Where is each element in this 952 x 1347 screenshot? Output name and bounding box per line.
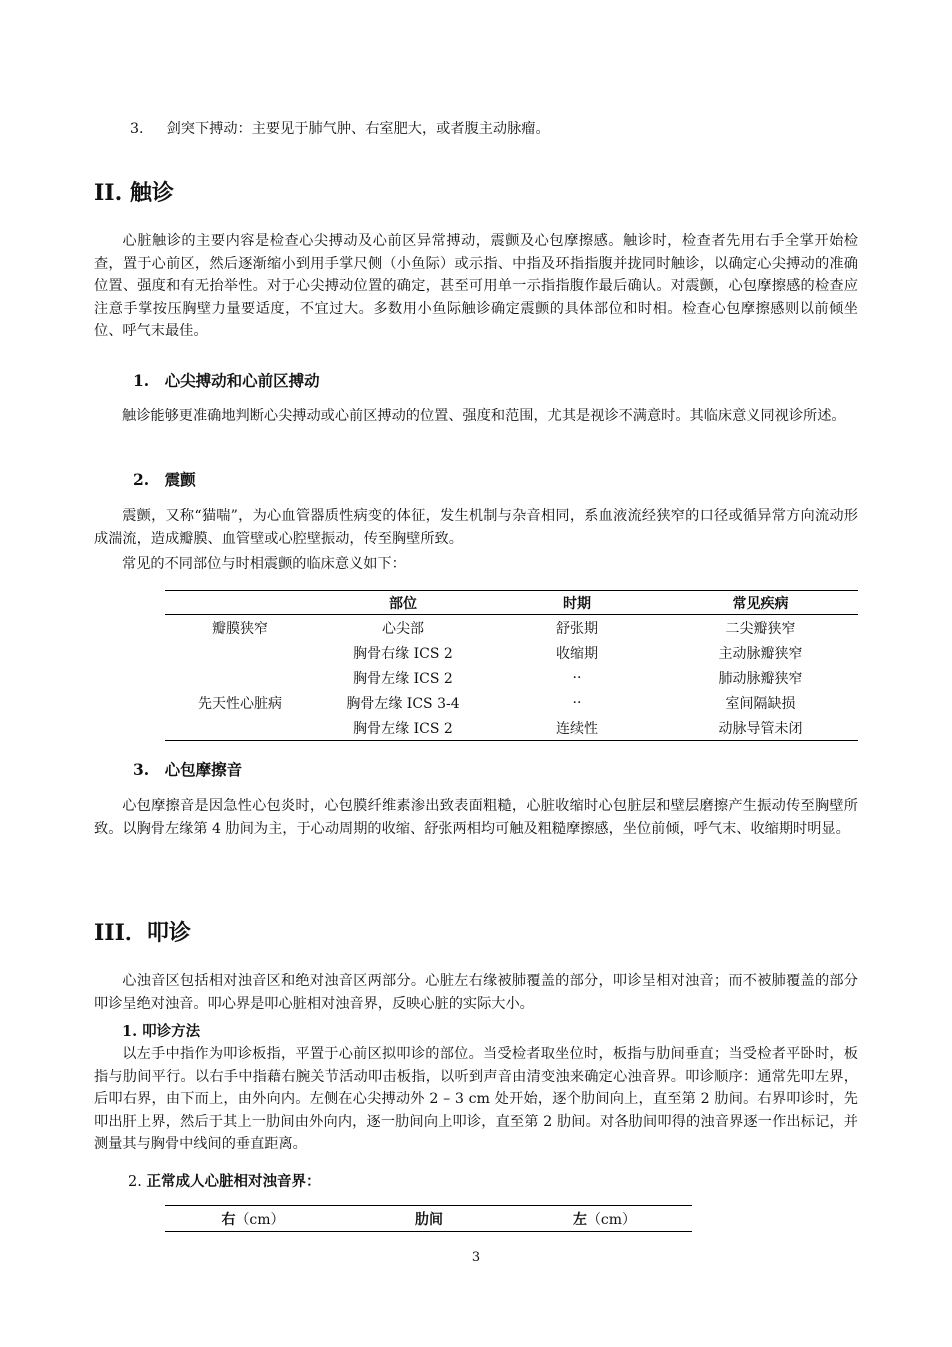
table-cell: ··	[572, 669, 582, 686]
table-row	[165, 615, 858, 641]
table-cell: 瓣膜狭窄	[212, 620, 268, 637]
table-header-cell-right: 右（cm）	[221, 1211, 285, 1228]
table-cell: 动脉导管未闭	[718, 720, 803, 737]
percussion-intro-paragraph: 心浊音区包括相对浊音区和绝对浊音区两部分。心脏左右缘被肺覆盖的部分，叩诊呈相对浊音；而不被肺覆盖的部分叩诊呈绝对浊音。叩心界是叩心脏相对浊音界，反映心脏的实际大小。	[94, 973, 858, 1012]
thrill-table	[165, 590, 858, 741]
table-header-cell: 部位	[315, 591, 491, 615]
table-cell: 胸骨左缘 ICS 3-4	[346, 695, 460, 712]
table-row	[165, 715, 858, 741]
thrill-paragraph: 震颤，又称“猫喘”，为心血管器质性病变的体征，发生机制与杂音相同，系血液流经狭窄的口径或循异常方向流动形成湍流，造成瓣膜、血管壁或心腔壁振动，传至胸壁所致。	[94, 508, 858, 547]
table-row	[165, 690, 858, 715]
table-header-cell-intercostal: 肋间	[415, 1211, 443, 1228]
table-header-row	[165, 1206, 692, 1232]
table-cell: 胸骨右缘 ICS 2	[353, 645, 453, 662]
subsection-title-percussion-method: 1. 叩诊方法	[122, 1023, 201, 1040]
page-number: 3	[471, 1250, 481, 1265]
thrill-table-caption: 常见的不同部位与时相震颤的临床意义如下：	[122, 556, 406, 572]
table-cell: 收缩期	[556, 645, 598, 662]
subsection-title-apex-beat: 1. 心尖搏动和心前区搏动	[133, 371, 320, 390]
list-item-3	[130, 118, 550, 138]
table-cell: 主动脉瓣狭窄	[718, 645, 803, 662]
percussion-method-paragraph: 以左手中指作为叩诊板指，平置于心前区拟叩诊的部位。当受检者取坐位时，板指与肋间垂直；当受检者平卧时，板指与肋间平行。以右手中指藉右腕关节活动叩击板指，以听到声音由清变浊来确定心浊音界。叩诊顺序：通常先叩左界，后叩右界，由下而上，由外向内。左侧在心尖搏动外 2 – 3 cm 处开始，逐个肋间向上，直至第 2 肋间。右界叩诊时，先叩出肝上界，然后于其上一肋间由外向内，逐一肋间向上叩诊，直至第 2 肋间。对各肋间叩得的浊音界逐一作出标记，并测量其与胸骨中线间的垂直距离。	[94, 1046, 858, 1152]
table-cell	[165, 665, 315, 690]
table-header-cell	[165, 591, 315, 615]
table-cell: 胸骨左缘 ICS 2	[353, 720, 453, 737]
table-header-cell: 常见疾病	[663, 591, 858, 615]
apex-beat-paragraph: 触诊能够更准确地判断心尖搏动或心前区搏动的位置、强度和范围，尤其是视诊不满意时。其临床意义同视诊所述。	[122, 408, 846, 424]
table-header-row	[165, 591, 858, 615]
table-row	[165, 640, 858, 665]
pericardial-rub-paragraph: 心包摩擦音是因急性心包炎时，心包膜纤维素渗出致表面粗糙，心脏收缩时心包脏层和壁层磨擦产生振动传至胸壁所致。以胸骨左缘第 4 肋间为主，于心动周期的收缩、舒张两相均可触及粗糙摩擦感，坐位前倾，呼气末、收缩期时明显。	[94, 798, 858, 837]
subsection-title-thrill: 2. 震颤	[133, 470, 196, 489]
table-cell: 肺动脉瓣狭窄	[718, 670, 803, 687]
dullness-border-table	[165, 1205, 692, 1232]
subsection-title-normal-dullness	[128, 1170, 320, 1191]
table-header-cell: 时期	[491, 591, 663, 615]
table-cell: ··	[572, 694, 582, 711]
section-title-palpation: II. 触诊	[94, 180, 174, 206]
subsection-title-pericardial-rub: 3. 心包摩擦音	[133, 760, 243, 779]
table-cell: 舒张期	[556, 620, 598, 637]
subsection-number: 2.	[128, 1174, 142, 1190]
table-cell: 胸骨左缘 ICS 2	[353, 670, 453, 687]
list-item-number: 3.	[130, 121, 144, 137]
table-header-cell-left: 左（cm）	[572, 1211, 637, 1228]
palpation-intro-paragraph: 心脏触诊的主要内容是检查心尖搏动及心前区异常搏动，震颤及心包摩擦感。触诊时，检查者先用右手全掌开始检查，置于心前区，然后逐渐缩小到用手掌尺侧（小鱼际）或示指、中指及环指指腹并拢同时触诊，以确定心尖搏动的准确位置、强度和有无抬举性。对于心尖搏动位置的确定，甚至可用单一示指指腹作最后确认。对震颤，心包摩擦感的检查应注意手掌按压胸壁力量要适度，不宜过大。多数用小鱼际触诊确定震颤的具体部位和时相。检查心包摩擦感则以前倾坐位、呼气末最佳。	[94, 233, 858, 339]
table-row	[165, 665, 858, 690]
table-cell	[165, 640, 315, 665]
list-item-text: 剑突下搏动：主要见于肺气肿、右室肥大，或者腹主动脉瘤。	[166, 121, 550, 137]
table-cell: 连续性	[556, 720, 598, 737]
table-cell	[165, 715, 315, 741]
table-cell: 室间隔缺损	[725, 695, 796, 712]
table-cell: 二尖瓣狭窄	[725, 620, 796, 637]
table-cell: 先天性心脏病	[198, 695, 282, 712]
subsection-label: 正常成人心脏相对浊音界：	[146, 1173, 321, 1190]
section-title-percussion: III．叩诊	[94, 920, 191, 946]
table-cell: 心尖部	[382, 620, 424, 637]
